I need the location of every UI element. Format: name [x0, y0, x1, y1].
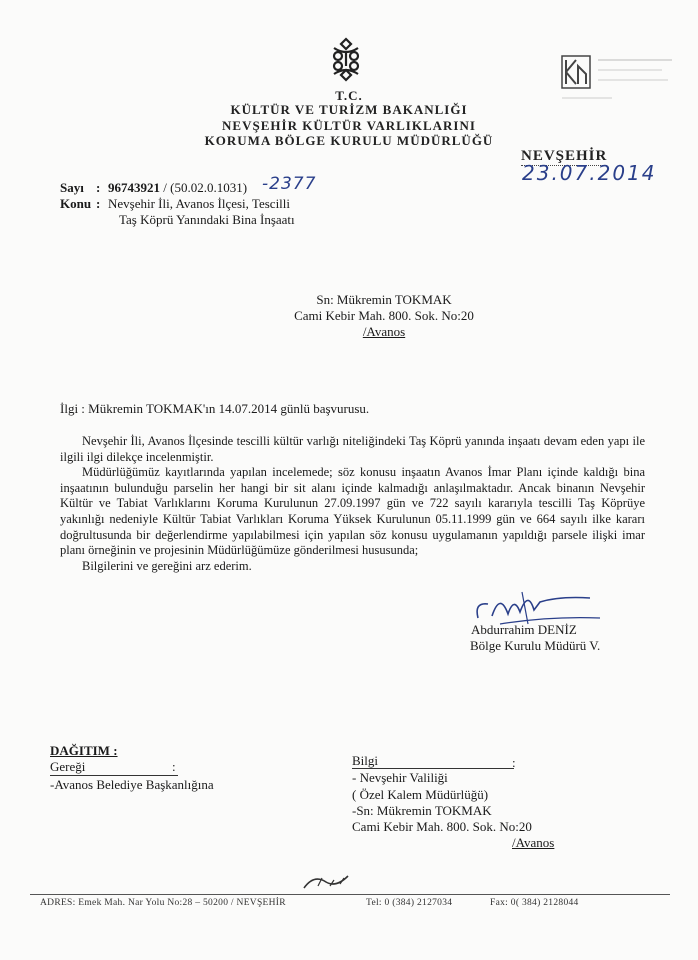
distribution-heading: DAĞITIM :: [50, 743, 118, 758]
footer-tel: Tel: 0 (384) 2127034: [366, 898, 453, 908]
footer-logo-icon: [300, 870, 352, 892]
ministry-emblem-icon: [326, 36, 366, 82]
bilgi-underline: [352, 768, 514, 769]
bilgi-recipient: /Avanos: [512, 835, 555, 850]
konu-colon: :: [96, 196, 101, 211]
handwritten-date: 23.07.2014: [522, 161, 657, 185]
bilgi-recipient: - Nevşehir Valiliği: [352, 770, 448, 785]
geregi-underline: [50, 775, 178, 776]
header-ministry: KÜLTÜR VE TURİZM BAKANLIĞI: [230, 102, 468, 117]
sayi-colon: :: [96, 180, 101, 195]
ilgi-reference: İlgi : Mükremin TOKMAK'ın 14.07.2014 günlü başvurusu.: [60, 401, 370, 416]
directorate-logo-icon: [552, 50, 684, 120]
letter-body: [60, 434, 645, 574]
footer-divider: [30, 894, 670, 895]
footer-fax: Fax: 0( 384) 2128044: [490, 898, 579, 908]
konu-line-2: Taş Köprü Yanındaki Bina İnşaatı: [119, 212, 295, 227]
header-directorate-2: KORUMA BÖLGE KURULU MÜDÜRLÜĞÜ: [204, 133, 494, 148]
handwritten-number: -2377: [262, 174, 317, 194]
signer-title: Bölge Kurulu Müdürü V.: [470, 638, 601, 653]
sayi-value: [108, 180, 247, 196]
addressee-street: Cami Kebir Mah. 800. Sok. No:20: [294, 308, 474, 323]
body-paragraph: Nevşehir İli, Avanos İlçesinde tescilli kültür varlığı niteliğindeki Taş Köprü yanında inşaatı devam eden yapı ile ilgili ilgi dilekçe incelenmiştir.: [60, 434, 645, 464]
geregi-label: Gereği: [50, 759, 86, 774]
sayi-code: / (50.02.0.1031): [160, 180, 248, 195]
bilgi-colon: :: [512, 755, 516, 770]
header-directorate-1: NEVŞEHİR KÜLTÜR VARLIKLARINI: [222, 118, 476, 133]
geregi-colon: :: [172, 759, 176, 774]
footer-address: ADRES: Emek Mah. Nar Yolu No:28 – 50200 / NEVŞEHİR: [40, 898, 286, 908]
signer-name: Abdurrahim DENİZ: [471, 622, 577, 637]
bilgi-recipient: -Sn: Mükremin TOKMAK: [352, 803, 492, 818]
header-tc: T.C.: [335, 88, 363, 103]
addressee-name: Sn: Mükremin TOKMAK: [316, 292, 452, 307]
body-paragraph: Bilgilerini ve gereğini arz ederim.: [82, 558, 252, 573]
bilgi-recipient: ( Özel Kalem Müdürlüğü): [352, 787, 489, 802]
addressee-city: /Avanos: [362, 324, 406, 339]
bilgi-recipient: Cami Kebir Mah. 800. Sok. No:20: [352, 819, 532, 834]
sayi-label: Sayı: [60, 180, 84, 195]
sayi-number: 96743921: [108, 180, 160, 195]
konu-line-1: Nevşehir İli, Avanos İlçesi, Tescilli: [108, 196, 291, 211]
konu-label: Konu: [60, 196, 92, 211]
geregi-recipient: -Avanos Belediye Başkanlığına: [50, 777, 214, 792]
body-paragraph: Müdürlüğümüz kayıtlarında yapılan incelemede; söz konusu inşaatın Avanos İmar Planı içinde kaldığı bina inşaatının bulunduğu parselin her hangi bir sit alanı içinde kalmadığı anlaşılmaktadır. Ancak binanın Nevşehir Kültür ve Tabiat Varlıklarını Koruma Kurulunun 27.09.1997 gün ve 722 sayılı kararıyla tescilli Taş Köprüye yakınlığı nedeniyle Kültür Tabiat Varlıkları Koruma Yüksek Kurulunun 05.11.1999 gün ve 664 sayılı ilke kararı doğrultusunda bir değerlendirme yapılabilmesi için yapılan söz konusu uygulamanın yapıldığı parsele ilişki imar planı örneğinin ve projesinin Müdürlüğümüze gönderilmesi hususunda;: [60, 465, 645, 558]
bilgi-label: Bilgi: [352, 753, 379, 768]
city-heading: NEVŞEHİR: [521, 148, 608, 164]
